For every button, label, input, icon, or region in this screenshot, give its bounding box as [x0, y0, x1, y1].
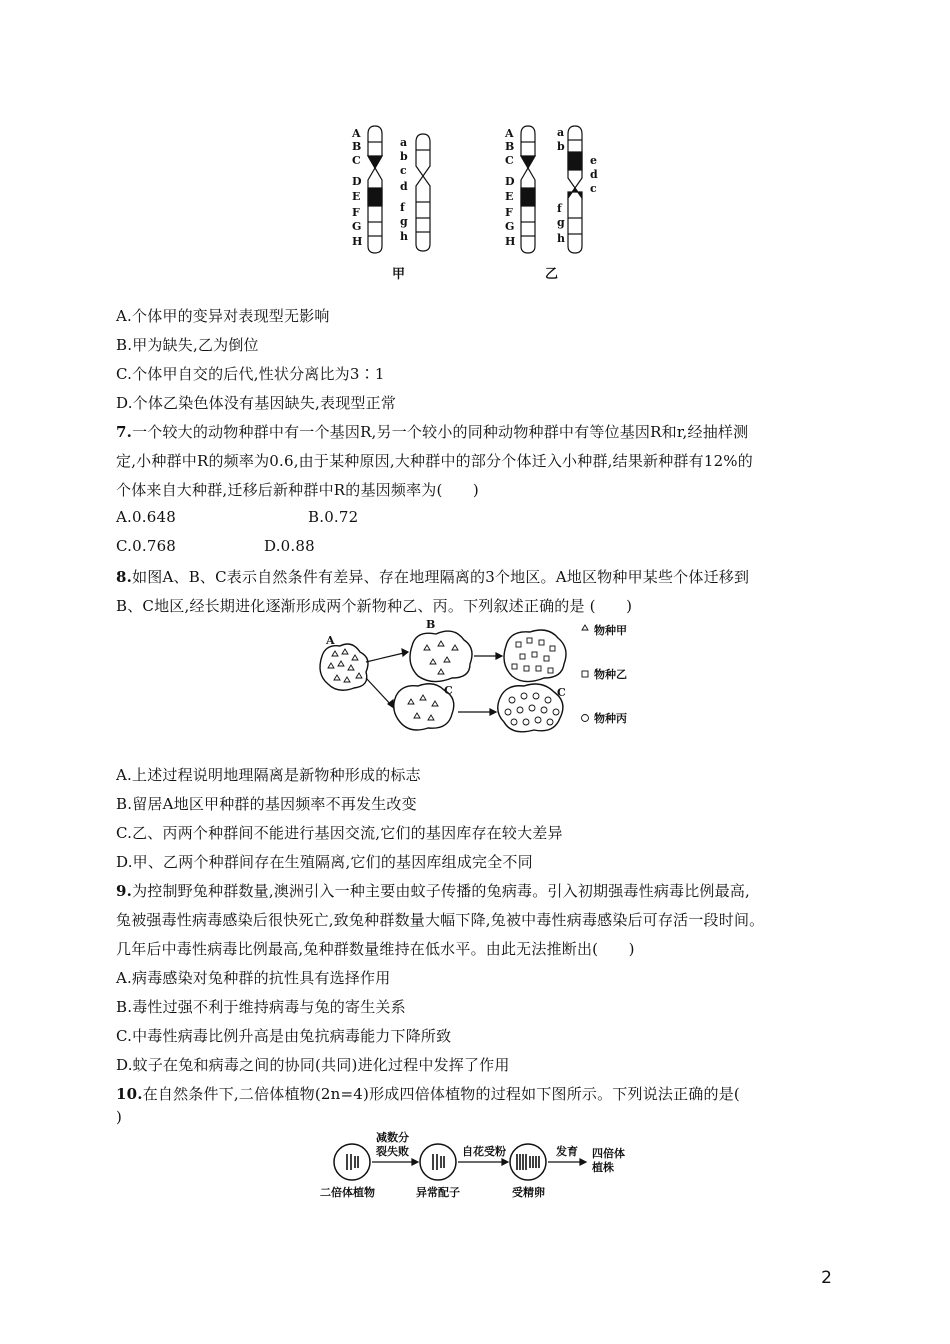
region-label-a: A — [326, 634, 335, 647]
zygote-cell — [510, 1144, 546, 1180]
gene-letter: C — [352, 154, 361, 167]
figure-label-yi: 乙 — [545, 267, 559, 282]
q7-option-c: C.0.768 — [116, 537, 177, 555]
gene-letter: B — [505, 140, 515, 153]
caption-abnormal-gamete: 异常配子 — [416, 1186, 460, 1199]
q7-stem-line-3: 个体来自大种群,迁移后新种群中R的基因频率为( ) — [116, 481, 479, 499]
chromosome-a-deleted — [416, 134, 430, 251]
q9-stem-line-3: 几年后中毒性病毒比例最高,兔种群数量维持在低水平。由此无法推断出( ) — [116, 940, 635, 958]
q7-stem-line-2: 定,小种群中R的频率为0.6,由于某种原因,大种群中的部分个体迁入小种群,结果新种群有12%的 — [116, 452, 753, 470]
gene-letter: e — [590, 154, 597, 167]
q7-number: 7. — [116, 423, 133, 441]
gene-letter: D — [352, 175, 362, 188]
q8-stem-line-2: B、C地区,经长期进化逐渐形成两个新物种乙、丙。下列叙述正确的是 ( ) — [116, 597, 633, 615]
gene-letter: b — [557, 140, 565, 153]
q7-option-b: B.0.72 — [308, 508, 359, 526]
q6-option-a: A.个体甲的变异对表现型无影响 — [116, 307, 330, 325]
q8-option-c: C.乙、丙两个种群间不能进行基因交流,它们的基因库存在较大差异 — [116, 824, 563, 842]
chromosome-figure — [340, 118, 610, 288]
legend-species-bing: 物种丙 — [594, 712, 627, 725]
gene-letter: E — [352, 190, 361, 203]
region-b-final-blob — [504, 630, 566, 682]
region-label-c-final: C — [557, 686, 566, 699]
q10-stem-line-1 — [116, 1083, 740, 1104]
gene-letter: F — [505, 206, 513, 219]
legend-species-jia: 物种甲 — [594, 624, 627, 637]
q7-option-a: A.0.648 — [116, 508, 176, 526]
q6-option-d: D.个体乙染色体没有基因缺失,表现型正常 — [116, 394, 397, 412]
q9-number: 9. — [116, 882, 133, 900]
q9-option-c: C.中毒性病毒比例升高是由兔抗病毒能力下降所致 — [116, 1027, 452, 1045]
gene-letter: f — [400, 201, 405, 214]
q9-text: 为控制野兔种群数量,澳洲引入一种主要由蚊子传播的兔病毒。引入初期强毒性病毒比例最高, — [132, 882, 751, 900]
q8-option-d: D.甲、乙两个种群间存在生殖隔离,它们的基因库组成完全不同 — [116, 853, 533, 871]
species-jia-markers — [328, 625, 588, 720]
gene-letter: G — [505, 220, 515, 233]
gene-letter: c — [590, 182, 597, 195]
q8-option-b: B.留居A地区甲种群的基因频率不再发生改变 — [116, 795, 417, 813]
gene-letter: h — [400, 230, 408, 243]
diploid-cell — [334, 1144, 370, 1180]
polyploidy-figure — [320, 1130, 650, 1202]
gene-letter: g — [557, 216, 565, 229]
gene-letter: h — [557, 232, 565, 245]
caption-zygote: 受精卵 — [512, 1186, 545, 1199]
q6-option-b: B.甲为缺失,乙为倒位 — [116, 336, 259, 354]
gene-letter: B — [352, 140, 362, 153]
gene-letter: A — [505, 127, 514, 140]
q7-stem-line-1 — [116, 421, 748, 442]
gene-letter: G — [352, 220, 362, 233]
gene-letter: g — [400, 215, 408, 228]
q8-number: 8. — [116, 568, 133, 586]
q8-text: 如图A、B、C表示自然条件有差异、存在地理隔离的3个地区。A地区物种甲某些个体迁移到 — [132, 568, 750, 586]
gene-letter: A — [352, 127, 361, 140]
arrow-label-meiosis-failure-1: 减数分 — [376, 1131, 409, 1144]
caption-diploid-plant: 二倍体植物 — [320, 1186, 375, 1199]
arrow-label-development: 发育 — [556, 1145, 578, 1158]
q9-option-b: B.毒性过强不利于维持病毒与兔的寄生关系 — [116, 998, 406, 1016]
q9-option-d: D.蚊子在兔和病毒之间的协同(共同)进化过程中发挥了作用 — [116, 1056, 510, 1074]
result-label-2: 植株 — [592, 1161, 614, 1174]
region-label-c: C — [444, 684, 453, 697]
q10-text: 在自然条件下,二倍体植物(2n=4)形成四倍体植物的过程如下图所示。下列说法正确的是( — [142, 1085, 740, 1103]
gene-letter: a — [400, 136, 408, 149]
gene-letter: F — [352, 206, 360, 219]
gene-letter: d — [590, 168, 598, 181]
chrom-b-left-letters — [504, 127, 515, 248]
result-label-1: 四倍体 — [592, 1147, 625, 1160]
chromosome-b-inverted — [568, 126, 582, 253]
chrom-a-small-letters — [400, 136, 408, 243]
gene-letter: H — [505, 235, 516, 248]
gene-letter: E — [505, 190, 514, 203]
region-c-final-blob — [498, 684, 563, 732]
page-number: 2 — [821, 1268, 832, 1288]
q6-option-c: C.个体甲自交的后代,性状分离比为3∶1 — [116, 365, 385, 383]
chromosome-a-normal — [368, 126, 382, 253]
q8-option-a: A.上述过程说明地理隔离是新物种形成的标志 — [116, 766, 421, 784]
q7-text: 一个较大的动物种群中有一个基因R,另一个较小的同种动物种群中有等位基因R和r,经抽样测 — [132, 423, 749, 441]
chromosome-b-normal — [521, 126, 535, 253]
q9-stem-line-2: 兔被强毒性病毒感染后很快死亡,致兔种群数量大幅下降,兔被中毒性病毒感染后可存活一段时间。 — [116, 911, 765, 929]
q10-stem-line-2: ) — [116, 1108, 123, 1126]
q8-stem-line-1 — [116, 566, 749, 587]
species-yi-markers — [512, 638, 588, 677]
gene-letter: C — [505, 154, 514, 167]
arrow-label-meiosis-failure-2: 裂失败 — [376, 1145, 409, 1158]
q9-option-a: A.病毒感染对兔种群的抗性具有选择作用 — [116, 969, 391, 987]
q9-stem-line-1 — [116, 880, 750, 901]
species-bing-markers — [505, 693, 589, 725]
gene-letter: H — [352, 235, 363, 248]
figure-label-jia: 甲 — [392, 267, 406, 282]
gamete-cell — [420, 1144, 456, 1180]
legend-species-yi: 物种乙 — [594, 668, 627, 681]
q10-number: 10. — [116, 1085, 143, 1103]
gene-letter: c — [400, 164, 407, 177]
gene-letter: a — [557, 126, 565, 139]
gene-letter: d — [400, 180, 408, 193]
gene-letter: f — [557, 202, 562, 215]
chrom-a-left-letters — [351, 127, 362, 248]
arrow-label-self-pollination: 自花受粉 — [462, 1145, 506, 1158]
q7-option-d: D.0.88 — [264, 537, 315, 555]
gene-letter: D — [505, 175, 515, 188]
region-c-blob — [394, 684, 454, 730]
process-arrows — [372, 1159, 586, 1165]
gene-letter: b — [400, 150, 408, 163]
region-label-b: B — [426, 618, 436, 631]
speciation-figure — [314, 616, 644, 744]
